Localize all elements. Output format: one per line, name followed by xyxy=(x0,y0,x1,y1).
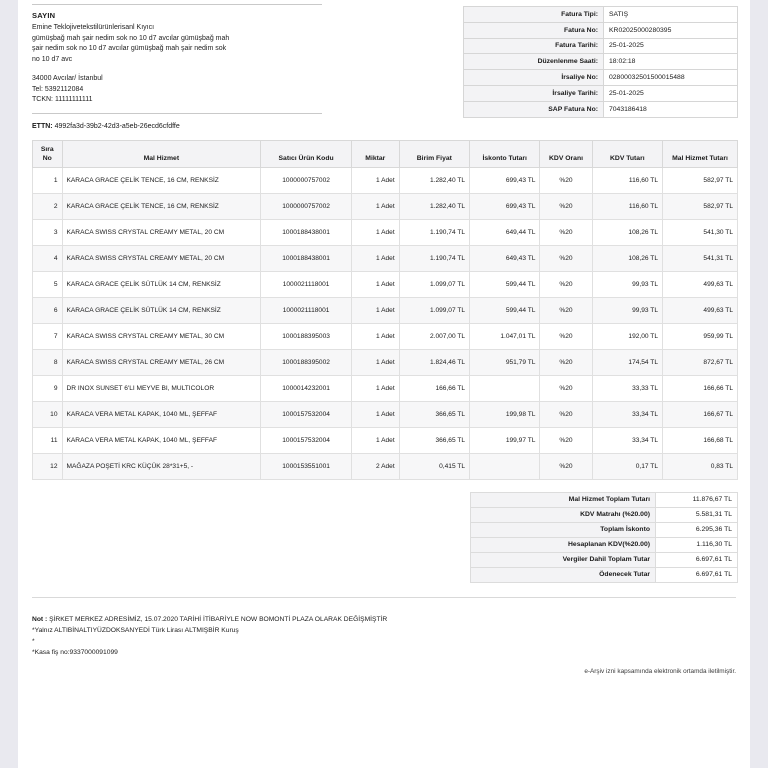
table-row xyxy=(33,427,738,453)
ettn-value: 4992fa3d-39b2-42d3-a5eb-26ecd6cfdffe xyxy=(54,122,180,130)
note-text: ŞİRKET MERKEZ ADRESİMİZ, 15.07.2020 TARİHİ İTİBARİYLE NOW BOMONTİ PLAZA OLARAK DEĞİŞMİŞTİR xyxy=(49,615,388,623)
meta-label: Fatura Tarihi: xyxy=(464,38,604,54)
ettn-row xyxy=(18,118,750,130)
cell-iskonto: 599,44 TL xyxy=(470,297,540,323)
cell-miktar: 1 Adet xyxy=(351,401,399,427)
cell-mal-hizmet-tutari: 166,67 TL xyxy=(663,401,738,427)
col-header-mal-hizmet: Mal Hizmet xyxy=(62,140,261,167)
total-label: KDV Matrahı (%20.00) xyxy=(471,507,656,522)
cell-mal-hizmet: KARACA SWISS CRYSTAL CREAMY METAL, 26 CM xyxy=(62,349,261,375)
meta-label: Düzenlenme Saati: xyxy=(464,54,604,70)
total-label: Hesaplanan KDV(%20.00) xyxy=(471,537,656,552)
cell-kdv-orani: %20 xyxy=(540,167,592,193)
cell-mal-hizmet: KARACA SWISS CRYSTAL CREAMY METAL, 20 CM xyxy=(62,245,261,271)
cell-kdv-tutari: 33,33 TL xyxy=(592,375,662,401)
customer-address-block xyxy=(32,4,332,118)
footer-note: e-Arşiv izni kapsamında elektronik ortamda iletilmiştir. xyxy=(584,667,736,675)
cell-urun-kodu: 1000188395003 xyxy=(261,323,352,349)
cell-iskonto: 599,44 TL xyxy=(470,271,540,297)
cell-urun-kodu: 1000188438001 xyxy=(261,219,352,245)
cell-kdv-orani: %20 xyxy=(540,219,592,245)
total-label: Toplam İskonto xyxy=(471,522,656,537)
customer-name: Emine Teklojivetekstilürünlerisanl Kıyıcı xyxy=(32,24,155,31)
cell-birim-fiyat: 2.007,00 TL xyxy=(399,323,469,349)
table-header-row xyxy=(33,140,738,167)
notes-section xyxy=(32,597,736,658)
cell-kdv-tutari: 99,93 TL xyxy=(592,297,662,323)
cell-sira-no: 11 xyxy=(33,427,63,453)
cell-urun-kodu: 1000021118001 xyxy=(261,297,352,323)
customer-address-line-3: no 10 d7 avc xyxy=(32,55,73,63)
table-row xyxy=(464,7,738,23)
meta-value: SATIŞ xyxy=(604,7,738,23)
cell-kdv-orani: %20 xyxy=(540,193,592,219)
cell-urun-kodu: 1000157532004 xyxy=(261,427,352,453)
cell-urun-kodu: 1000188395002 xyxy=(261,349,352,375)
cell-miktar: 1 Adet xyxy=(351,245,399,271)
divider-bottom xyxy=(32,113,322,114)
cell-mal-hizmet-tutari: 959,99 TL xyxy=(663,323,738,349)
total-value: 5.581,31 TL xyxy=(656,507,738,522)
meta-value: 7043186418 xyxy=(604,101,738,117)
table-row xyxy=(471,492,738,507)
note-line-3: * xyxy=(32,637,35,645)
cell-iskonto: 699,43 TL xyxy=(470,167,540,193)
ettn-label: ETTN: xyxy=(32,122,53,130)
table-row xyxy=(471,507,738,522)
cell-urun-kodu: 1000000757002 xyxy=(261,167,352,193)
cell-mal-hizmet: KARACA GRACE ÇELİK SÜTLÜK 14 CM, RENKSİZ xyxy=(62,297,261,323)
total-label: Ödenecek Tutar xyxy=(471,567,656,582)
cell-iskonto: 649,43 TL xyxy=(470,245,540,271)
cell-kdv-orani: %20 xyxy=(540,271,592,297)
cell-kdv-orani: %20 xyxy=(540,323,592,349)
cell-birim-fiyat: 0,415 TL xyxy=(399,453,469,479)
cell-mal-hizmet-tutari: 541,31 TL xyxy=(663,245,738,271)
cell-kdv-tutari: 99,93 TL xyxy=(592,271,662,297)
col-header-birim-fiyat: Birim Fiyat xyxy=(399,140,469,167)
cell-iskonto: 1.047,01 TL xyxy=(470,323,540,349)
cell-mal-hizmet-tutari: 872,67 TL xyxy=(663,349,738,375)
totals-table xyxy=(470,492,738,583)
meta-label: SAP Fatura No: xyxy=(464,101,604,117)
cell-mal-hizmet-tutari: 0,83 TL xyxy=(663,453,738,479)
table-row xyxy=(33,271,738,297)
cell-miktar: 1 Adet xyxy=(351,219,399,245)
customer-phone: Tel: 5392112084 xyxy=(32,85,84,93)
cell-mal-hizmet-tutari: 499,63 TL xyxy=(663,297,738,323)
table-row xyxy=(464,70,738,86)
cell-kdv-tutari: 108,26 TL xyxy=(592,245,662,271)
cell-sira-no: 9 xyxy=(33,375,63,401)
cell-sira-no: 8 xyxy=(33,349,63,375)
cell-miktar: 1 Adet xyxy=(351,167,399,193)
table-row xyxy=(33,167,738,193)
table-row xyxy=(471,567,738,582)
cell-birim-fiyat: 366,65 TL xyxy=(399,401,469,427)
table-row xyxy=(464,85,738,101)
cell-kdv-tutari: 174,54 TL xyxy=(592,349,662,375)
totals-section xyxy=(18,480,750,583)
customer-city: 34000 Avcılar/ İstanbul xyxy=(32,75,103,82)
cell-sira-no: 6 xyxy=(33,297,63,323)
cell-sira-no: 12 xyxy=(33,453,63,479)
total-value: 6.697,61 TL xyxy=(656,552,738,567)
cell-kdv-tutari: 116,60 TL xyxy=(592,167,662,193)
table-row xyxy=(33,193,738,219)
meta-value: 02800032501500015488 xyxy=(604,70,738,86)
cell-urun-kodu: 1000188438001 xyxy=(261,245,352,271)
col-header-kdv-orani: KDV Oranı xyxy=(540,140,592,167)
total-value: 6.295,36 TL xyxy=(656,522,738,537)
cell-miktar: 1 Adet xyxy=(351,297,399,323)
customer-address-line-1: gümüşbağ mah şair nedim sok no 10 d7 avcılar gümüşbağ mah xyxy=(32,34,230,42)
table-row xyxy=(33,349,738,375)
table-row xyxy=(471,552,738,567)
cell-mal-hizmet-tutari: 166,68 TL xyxy=(663,427,738,453)
table-row xyxy=(471,522,738,537)
table-row xyxy=(464,101,738,117)
customer-address-line-2: şair nedim sok no 10 d7 avcılar gümüşbağ mah şair nedim sok xyxy=(32,45,227,52)
cell-kdv-orani: %20 xyxy=(540,245,592,271)
cell-iskonto: 951,79 TL xyxy=(470,349,540,375)
cell-kdv-orani: %20 xyxy=(540,401,592,427)
meta-label: İrsaliye No: xyxy=(464,70,604,86)
cell-iskonto: 199,98 TL xyxy=(470,401,540,427)
cell-urun-kodu: 1000014232001 xyxy=(261,375,352,401)
line-items-table xyxy=(32,140,738,480)
cell-birim-fiyat: 1.190,74 TL xyxy=(399,219,469,245)
customer-tckn: TCKN: 11111111111 xyxy=(32,96,93,103)
cell-birim-fiyat: 1.282,40 TL xyxy=(399,193,469,219)
col-header-miktar: Miktar xyxy=(351,140,399,167)
cell-kdv-tutari: 116,60 TL xyxy=(592,193,662,219)
cell-birim-fiyat: 1.099,07 TL xyxy=(399,297,469,323)
note-line-4: *Kasa fiş no:9337000091099 xyxy=(32,648,118,656)
cell-urun-kodu: 1000157532004 xyxy=(261,401,352,427)
cell-kdv-orani: %20 xyxy=(540,349,592,375)
table-row xyxy=(33,323,738,349)
cell-kdv-tutari: 192,00 TL xyxy=(592,323,662,349)
cell-mal-hizmet-tutari: 582,97 TL xyxy=(663,167,738,193)
cell-kdv-orani: %20 xyxy=(540,375,592,401)
cell-mal-hizmet: MAĞAZA POŞETİ KRC KÜÇÜK 28*31+5, - xyxy=(62,453,261,479)
meta-label: Fatura No: xyxy=(464,22,604,38)
cell-mal-hizmet: KARACA VERA METAL KAPAK, 1040 ML, ŞEFFAF xyxy=(62,401,261,427)
cell-miktar: 1 Adet xyxy=(351,427,399,453)
total-value: 6.697,61 TL xyxy=(656,567,738,582)
cell-birim-fiyat: 1.282,40 TL xyxy=(399,167,469,193)
cell-birim-fiyat: 1.824,46 TL xyxy=(399,349,469,375)
cell-miktar: 2 Adet xyxy=(351,453,399,479)
cell-kdv-tutari: 0,17 TL xyxy=(592,453,662,479)
cell-mal-hizmet: KARACA GRACE ÇELİK TENCE, 16 CM, RENKSİZ xyxy=(62,193,261,219)
col-header-kdv-tutari: KDV Tutarı xyxy=(592,140,662,167)
cell-birim-fiyat: 1.190,74 TL xyxy=(399,245,469,271)
cell-miktar: 1 Adet xyxy=(351,323,399,349)
cell-iskonto xyxy=(470,453,540,479)
cell-birim-fiyat: 1.099,07 TL xyxy=(399,271,469,297)
cell-mal-hizmet: DR INOX SUNSET 6'LI MEYVE BI, MULTICOLOR xyxy=(62,375,261,401)
note-label: Not : xyxy=(32,615,48,623)
table-row xyxy=(464,22,738,38)
cell-sira-no: 5 xyxy=(33,271,63,297)
table-row xyxy=(33,375,738,401)
line-items-section xyxy=(18,130,750,480)
cell-kdv-orani: %20 xyxy=(540,427,592,453)
cell-mal-hizmet-tutari: 541,30 TL xyxy=(663,219,738,245)
table-row xyxy=(33,453,738,479)
cell-mal-hizmet: KARACA GRACE ÇELİK TENCE, 16 CM, RENKSİZ xyxy=(62,167,261,193)
cell-kdv-orani: %20 xyxy=(540,297,592,323)
cell-miktar: 1 Adet xyxy=(351,193,399,219)
cell-iskonto xyxy=(470,375,540,401)
meta-value: 25-01-2025 xyxy=(604,85,738,101)
total-label: Vergiler Dahil Toplam Tutar xyxy=(471,552,656,567)
cell-urun-kodu: 1000153551001 xyxy=(261,453,352,479)
cell-mal-hizmet: KARACA SWISS CRYSTAL CREAMY METAL, 20 CM xyxy=(62,219,261,245)
note-line-2: *Yalnız ALTIBİNALTIYÜZDOKSANYEDİ Türk Lirası ALTMIŞBİR Kuruş xyxy=(32,626,239,634)
invoice-meta-table xyxy=(463,6,738,118)
cell-kdv-orani: %20 xyxy=(540,453,592,479)
cell-urun-kodu: 1000021118001 xyxy=(261,271,352,297)
note-line-1 xyxy=(32,614,724,625)
total-value: 1.116,30 TL xyxy=(656,537,738,552)
cell-birim-fiyat: 166,66 TL xyxy=(399,375,469,401)
invoice-page xyxy=(18,0,750,768)
customer-heading: SAYIN xyxy=(32,11,56,20)
cell-iskonto: 649,44 TL xyxy=(470,219,540,245)
meta-value: KR02025000280395 xyxy=(604,22,738,38)
cell-iskonto: 699,43 TL xyxy=(470,193,540,219)
cell-sira-no: 4 xyxy=(33,245,63,271)
table-row xyxy=(33,219,738,245)
col-header-mal-hizmet-tutari: Mal Hizmet Tutarı xyxy=(663,140,738,167)
meta-label: Fatura Tipi: xyxy=(464,7,604,23)
col-header-sira-no: Sıra No xyxy=(33,140,63,167)
total-value: 11.876,67 TL xyxy=(656,492,738,507)
cell-sira-no: 3 xyxy=(33,219,63,245)
col-header-iskonto-tutari: İskonto Tutarı xyxy=(470,140,540,167)
table-row xyxy=(33,401,738,427)
invoice-header xyxy=(18,0,750,118)
cell-kdv-tutari: 108,26 TL xyxy=(592,219,662,245)
table-row xyxy=(471,537,738,552)
cell-mal-hizmet-tutari: 582,97 TL xyxy=(663,193,738,219)
cell-mal-hizmet-tutari: 166,66 TL xyxy=(663,375,738,401)
cell-kdv-tutari: 33,34 TL xyxy=(592,427,662,453)
cell-iskonto: 199,97 TL xyxy=(470,427,540,453)
table-row xyxy=(464,54,738,70)
cell-sira-no: 1 xyxy=(33,167,63,193)
cell-sira-no: 7 xyxy=(33,323,63,349)
cell-kdv-tutari: 33,34 TL xyxy=(592,401,662,427)
cell-sira-no: 2 xyxy=(33,193,63,219)
total-label: Mal Hizmet Toplam Tutarı xyxy=(471,492,656,507)
divider-top xyxy=(32,4,322,5)
cell-mal-hizmet: KARACA VERA METAL KAPAK, 1040 ML, ŞEFFAF xyxy=(62,427,261,453)
col-header-satici-urun-kodu: Satıcı Ürün Kodu xyxy=(261,140,352,167)
cell-sira-no: 10 xyxy=(33,401,63,427)
cell-birim-fiyat: 366,65 TL xyxy=(399,427,469,453)
cell-miktar: 1 Adet xyxy=(351,271,399,297)
meta-value: 18:02:18 xyxy=(604,54,738,70)
meta-label: İrsaliye Tarihi: xyxy=(464,85,604,101)
meta-value: 25-01-2025 xyxy=(604,38,738,54)
table-row xyxy=(33,245,738,271)
cell-miktar: 1 Adet xyxy=(351,375,399,401)
table-row xyxy=(464,38,738,54)
cell-urun-kodu: 1000000757002 xyxy=(261,193,352,219)
cell-mal-hizmet: KARACA SWISS CRYSTAL CREAMY METAL, 30 CM xyxy=(62,323,261,349)
cell-mal-hizmet-tutari: 499,63 TL xyxy=(663,271,738,297)
cell-mal-hizmet: KARACA GRACE ÇELİK SÜTLÜK 14 CM, RENKSİZ xyxy=(62,271,261,297)
table-row xyxy=(33,297,738,323)
cell-miktar: 1 Adet xyxy=(351,349,399,375)
